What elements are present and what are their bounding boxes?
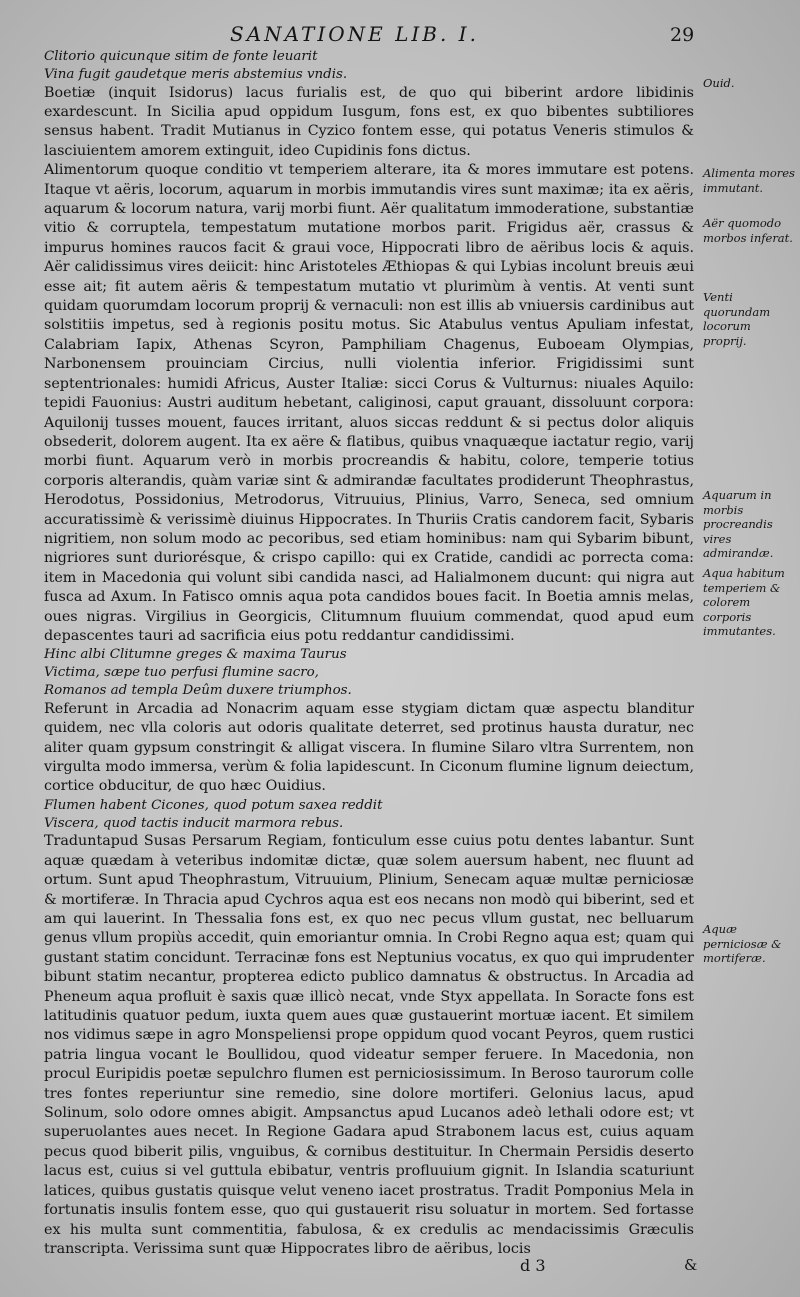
- margin-note: Ouid.: [703, 76, 735, 90]
- margin-note: Aër quomodo morbos inferat.: [703, 216, 793, 245]
- verse-line: Clitorio quicunque sitim de fonte leuarit: [44, 49, 318, 64]
- page-footer: [0, 1256, 800, 1286]
- paragraph: Boetiæ (inquit Isidorus) lacus furialis est, de quo qui biberint ardore libidinis exardescunt. In Sicilia apud oppidum Iusgum, fons est, ex quo bibentes subtiliores sensus habent. Tradit Mutianus in Cyzico fontem esse, qui potatus Veneris stimulos & lasciuientem amorem extinguit, ideo Cupidinis fons dictus.: [44, 84, 694, 159]
- page-header: [0, 18, 800, 48]
- margin-note: Alimenta mores immutant.: [703, 166, 795, 195]
- verse-line: Flumen habent Cicones, quod potum saxea reddit: [44, 797, 383, 813]
- margin-note: Aquæ perniciosæ & mortiferæ.: [703, 922, 782, 966]
- signature-mark: d 3: [520, 1256, 546, 1275]
- running-head: SANATIONE LIB. I.: [230, 22, 479, 46]
- catchword: &: [684, 1256, 698, 1274]
- main-text: [44, 48, 694, 1259]
- margin-note: Venti quorundam locorum proprij.: [703, 290, 771, 348]
- paragraph: Alimentorum quoque conditio vt temperiem alterare, ita & mores immutare est potens. Itaque vt aëris, locorum, aquarum in morbis immutandis vires sunt maximæ; ita ex aëris, aquarum & locorum natura, varij morbi fiunt. Aër qualitatum immoderatione, substantiæ vitio & corruptela, tempestatum mutatione morbos parit. Frigidus aër, crassus & impurus homines raucos facit & graui voce, Hippocrati libro de aëribus locis & aquis. Aër calidissimus vires deiicit: hinc Aristoteles Æthiopas & qui Lybias incolunt breuis æui esse ait; fit autem aëris & tempestatum mutatio vt plurimùm à ventis. At venti sunt quidam quorumdam locorum proprij & vernaculi: non est illis ab vniuersis cardinibus aut solstitiis impetus, sed à regionis positu motus. Sic Atabulus ventus Apuliam infestat, Calabriam Iapix, Athenas Scyron, Pamphiliam Chagenus, Euboeam Olympias, Narbonensem prouinciam Circius, nulli violentia inferior. Frigidissimi sunt septentrionales: humidi Africus, Auster Italiæ: sicci Corus & Vulturnus: niuales Aquilo: tepidi Fauonius: Austri auditum hebetant, caliginosi, caput grauant, dissoluunt corpora: Aquilonij tusses mouent, fauces irritant, aluos siccas reddunt & si pectus dolor aliquis obsederit, dolorem augent. Ita ex aëre & flatibus, quibus vnaquæque iactatur regio, varij morbi fiunt. Aquarum verò in morbis procreandis & habitu, colore, temperie totius corporis alterandis, quàm variæ sint & admirandæ facultates prodiderunt Theophrastus, Herodotus, Possidonius, Metrodorus, Vitruuius, Plinius, Varro, Seneca, sed omnium accuratissimè & verissimè diuinus Hippocrates. In Thuriis Cratis candorem facit, Sybaris nigritiem, non solum modo ac pecoribus, sed etiam hominibus: nam qui Sybarim bibunt, nigriores sunt duriorésque, & crispo capillo: qui ex Cratide, candidi ac porrecta coma: item in Macedonia qui volunt sibi candida nasci, ad Halialmonem ducunt: qui nigra aut fusca ad Axum. In Fatisco omnis aqua pota candidos boues facit. In Boetia amnis melas, oues nigras. Virgilius in Georgicis, Clitumnum fluuium commendat, quod apud eum depascentes tauri ad sacrificia eius potu reddantur candidissimi.: [44, 162, 694, 644]
- verse-line: Romanos ad templa Deûm duxere triumphos.: [44, 682, 352, 698]
- verse-line: Vina fugit gaudetque meris abstemius vndis.: [44, 66, 348, 82]
- page-number: 29: [670, 24, 695, 46]
- margin-note: Aquarum in morbis procreandis vires admirandæ.: [703, 488, 774, 561]
- margin-note: Aqua habitum temperiem & colorem corporis immutantes.: [703, 566, 785, 639]
- verse-line: Viscera, quod tactis inducit marmora rebus.: [44, 815, 344, 831]
- verse-line: Hinc albi Clitumne greges & maxima Taurus: [44, 647, 347, 663]
- paragraph: Traduntapud Susas Persarum Regiam, fonticulum esse cuius potu dentes labantur. Sunt aquæ quædam à veteribus indomitæ dictæ, quæ solem auersum habent, nec fluunt ad ortum. Sunt apud Theophrastum, Vitruuium, Plinium, Senecam aquæ multæ perniciosæ & mortiferæ. In Thracia apud Cychros aqua est eos necans non modò qui biberint, sed et am qui lauerint. In Thessalia fons est, ex quo nec pecus vllum gustat, nec belluarum genus vllum propiùs accedit, quin emoriantur omnia. In Crobi Regno aqua est; quam qui gustant statim concidunt. Terracinæ fons est Neptunius vocatus, ex quo qui imprudenter bibunt statim necantur, propterea edicto publico damnatus & obstructus. In Arcadia ad Pheneum aqua profluit è saxis quæ illicò necat, vnde Styx appellata. In Soracte fons est latitudinis quatuor pedum, iuxta quem aues quæ gustauerint mortuæ iacent. Et similem nos vidimus sæpe in agro Monspeliensi prope oppidum quod vocant Peyros, quem rustici patria lingua vocant le Boullidou, quod videatur semper feruere. In Macedonia, non procul Euripidis poetæ sepulchro flumen est perniciosissimum. In Beroso taurorum colle tres fontes reperiuntur sine remedio, sine dolore mortiferi. Gelonius lacus, apud Solinum, solo odore omnes abigit. Ampsanctus apud Lucanos adeò lethali odore est; vt superuolantes aues necet. In Regione Gadara apud Strabonem lacus est, cuius aquam pecus quod biberit pilis, vnguibus, & cornibus destituitur. In Chermain Persidis deserto lacus est, cuius si vel guttula ebibatur, ventris profluuium gignit. In Islandia scaturiunt latices, quibus gustatis quisque velut veneno iacet prostratus. Tradit Pomponius Mela in fortunatis insulis fontem esse, quo qui gustauerit risu soluatur in mortem. Sed fortasse ex his multa sunt commentitia, fabulosa, & ex credulis ac mendacissimis Græculis transcripta. Verissima sunt quæ Hippocrates libro de aëribus, locis: [44, 833, 694, 1257]
- paragraph: Referunt in Arcadia ad Nonacrim aquam esse stygiam dictam quæ aspectu blanditur quidem, nec vlla coloris aut odoris qualitate deterret, sed protinus hausta duratur, nec aliter quam gypsum constringit & alligat viscera. In flumine Silaro vltra Surrentem, non virgulta modo immersa, verùm & folia lapidescunt. In Ciconum flumine lignum deiectum, cortice obducitur, de quo hæc Ouidius.: [44, 700, 694, 795]
- verse-line: Victima, sæpe tuo perfusi flumine sacro,: [44, 665, 319, 681]
